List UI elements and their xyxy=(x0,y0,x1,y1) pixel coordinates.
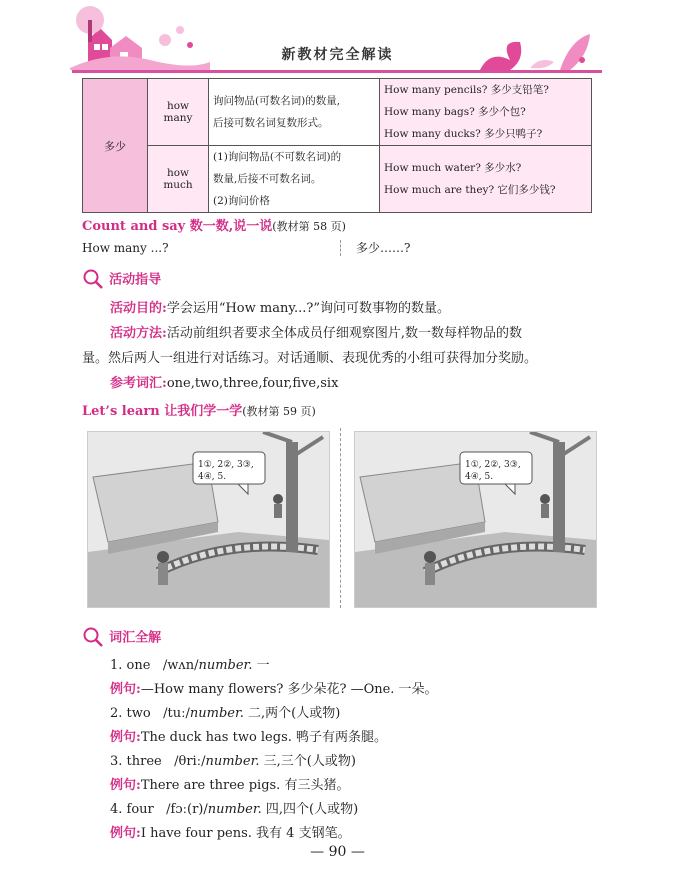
entry-word: 2. two xyxy=(110,706,151,721)
magnifier-icon xyxy=(82,626,104,648)
entry-pos: number. xyxy=(198,658,253,673)
entry-meaning: 二,两个(人或物) xyxy=(248,706,341,721)
example-text: I have four pens. 我有 4 支钢笔。 xyxy=(140,826,351,841)
textbook-reference: (教材第 58 页) xyxy=(272,220,346,233)
entry-pos: number. xyxy=(205,754,260,769)
divider xyxy=(340,428,341,608)
example-label: 例句: xyxy=(110,778,141,793)
ref-words: one,two,three,four,five,six xyxy=(166,376,339,391)
park-illustration-right xyxy=(354,431,597,608)
park-illustration-left xyxy=(87,431,330,608)
entry-pos: number. xyxy=(207,802,262,817)
vocab-entry xyxy=(110,656,438,680)
page-header xyxy=(0,0,675,80)
entry-word: 1. one xyxy=(110,658,151,673)
table-row xyxy=(83,79,592,146)
activity-goal xyxy=(110,299,450,319)
speech-bubble-text xyxy=(198,459,254,483)
vocab-guide-heading xyxy=(82,626,161,648)
activity-method-continued: 量。然后两人一组进行对话练习。对话通顺、表现优秀的小组可获得加分奖励。 xyxy=(82,351,538,366)
entry-phonetic: /wʌn/ xyxy=(162,658,199,673)
example-line: How many ducks? 多少只鸭子? xyxy=(384,128,543,140)
vocab-example xyxy=(110,728,438,752)
example-line: How much water? 多少水? xyxy=(384,162,522,174)
vocab-example xyxy=(110,680,438,704)
example-label: 例句: xyxy=(110,826,141,841)
goal-text: 学会运用“How many...?”询问可数事物的数量。 xyxy=(166,301,450,316)
ref-label: 参考词汇: xyxy=(110,376,167,391)
usage-line: 后接可数名词复数形式。 xyxy=(213,117,329,129)
method-label: 活动方法: xyxy=(110,326,167,341)
usage-line: (2)询问价格 xyxy=(213,195,270,207)
section-title: Count and say 数一数,说一说 xyxy=(82,219,273,234)
example-line: How many pencils? 多少支铅笔? xyxy=(384,84,549,96)
guide-title: 活动指导 xyxy=(109,272,162,288)
header-rule xyxy=(72,70,602,73)
example-line: How much are they? 它们多少钱? xyxy=(384,184,556,196)
vocab-example xyxy=(110,776,438,800)
how-many-how-much-table xyxy=(82,78,592,213)
table-usage-cell xyxy=(209,79,380,146)
goal-label: 活动目的: xyxy=(110,301,167,316)
vocab-entry xyxy=(110,752,438,776)
reference-vocab xyxy=(110,374,338,394)
example-label: 例句: xyxy=(110,682,141,697)
table-example-cell xyxy=(380,146,592,213)
guide-title: 词汇全解 xyxy=(109,630,162,646)
magnifier-icon xyxy=(82,268,104,290)
header-title: 新教材完全解读 xyxy=(281,47,394,63)
method-text: 活动前组织者要求全体成员仔细观察图片,数一数每样物品的数 xyxy=(166,326,522,341)
lets-learn-heading xyxy=(82,400,316,419)
textbook-reference: (教材第 59 页) xyxy=(242,405,316,418)
vocab-entry xyxy=(110,704,438,728)
entry-word: 4. four xyxy=(110,802,154,817)
bubble-line: 1①, 2②, 3③, xyxy=(198,460,254,470)
example-line: How many bags? 多少个包? xyxy=(384,106,526,118)
table-word-cell: how many xyxy=(148,79,209,146)
vocab-entry xyxy=(110,800,438,824)
usage-line: (1)询问物品(不可数名词)的 xyxy=(213,151,342,163)
bubble-line: 1①, 2②, 3③, xyxy=(465,460,521,470)
count-phrase-english: How many ...? xyxy=(82,241,169,255)
usage-line: 询问物品(可数名词)的数量, xyxy=(213,95,341,107)
count-phrase-chinese: 多少……? xyxy=(356,241,411,255)
example-label: 例句: xyxy=(110,730,141,745)
entry-phonetic: /tuː/ xyxy=(163,706,190,721)
bubble-line: 4④, 5. xyxy=(198,472,227,482)
leaf-decoration-icon xyxy=(470,20,610,72)
section-title: Let’s learn 让我们学一学 xyxy=(82,404,243,419)
count-and-say-heading xyxy=(82,215,346,234)
table-example-cell xyxy=(380,79,592,146)
usage-line: 数量,后接不可数名词。 xyxy=(213,173,322,185)
divider xyxy=(340,240,341,256)
table-row xyxy=(83,146,592,213)
entry-meaning: 三,三个(人或物) xyxy=(263,754,356,769)
entry-phonetic: /fɔː(r)/ xyxy=(166,802,208,817)
entry-meaning: 一 xyxy=(256,658,270,673)
example-text: —How many flowers? 多少朵花? —One. 一朵。 xyxy=(140,682,438,697)
table-category-cell: 多少 xyxy=(83,79,148,213)
vocab-list xyxy=(110,656,438,848)
example-text: There are three pigs. 有三头猪。 xyxy=(140,778,350,793)
activity-guide-heading xyxy=(82,268,161,290)
table-word-cell: how much xyxy=(148,146,209,213)
entry-meaning: 四,四个(人或物) xyxy=(265,802,359,817)
table-usage-cell xyxy=(209,146,380,213)
activity-method xyxy=(110,324,522,344)
entry-word: 3. three xyxy=(110,754,162,769)
page-number: — 90 — xyxy=(310,844,365,860)
speech-bubble-text xyxy=(465,459,521,483)
bubble-line: 4④, 5. xyxy=(465,472,494,482)
entry-pos: number. xyxy=(189,706,244,721)
entry-phonetic: /θriː/ xyxy=(174,754,206,769)
example-text: The duck has two legs. 鸭子有两条腿。 xyxy=(140,730,388,745)
